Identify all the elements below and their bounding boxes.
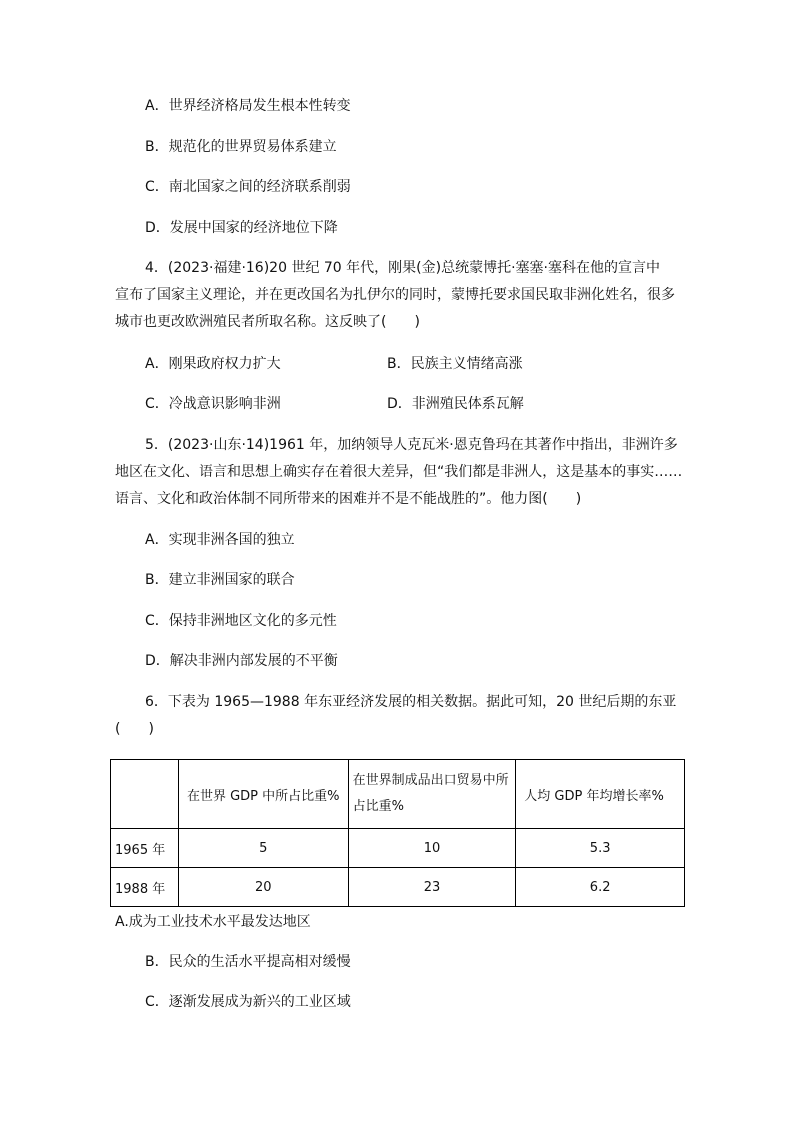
table-cell-gdp-share: 5 <box>178 829 348 868</box>
table-header-row <box>111 760 685 829</box>
q5-stem-line-3: 语言、文化和政治体制不同所带来的困难并不是不能战胜的”。他力图( ) <box>115 491 582 507</box>
q5-option-a: A．实现非洲各国的独立 <box>145 532 295 548</box>
q5-stem-line-1: 5．(2023·山东·14)1961 年，加纳领导人克瓦米·恩克鲁玛在其著作中指出，非洲许多 <box>145 437 678 453</box>
q5-option-b: B．建立非洲国家的联合 <box>145 572 295 588</box>
q4-option-c: C．冷战意识影响非洲 <box>145 396 281 412</box>
q4-option-a: A．刚果政府权力扩大 <box>145 356 281 372</box>
q4-option-b: B．民族主义情绪高涨 <box>387 356 523 372</box>
table-header-gdp-share: 在世界 GDP 中所占比重% <box>178 760 348 829</box>
table-row <box>111 829 685 868</box>
table-cell-year: 1965 年 <box>111 829 179 868</box>
q4-stem-line-3: 城市也更改欧洲殖民者所取名称。这反映了( ) <box>115 314 420 330</box>
q5-option-c: C．保持非洲地区文化的多元性 <box>145 613 337 629</box>
q6-option-b: B．民众的生活水平提高相对缓慢 <box>145 954 351 970</box>
table-cell-gdp-share: 20 <box>178 868 348 907</box>
table-cell-export-share: 23 <box>348 868 516 907</box>
q4-option-d: D．非洲殖民体系瓦解 <box>387 396 524 412</box>
table-header-empty <box>111 760 179 829</box>
table-cell-year: 1988 年 <box>111 868 179 907</box>
q6-option-a: A.成为工业技术水平最发达地区 <box>115 914 311 930</box>
q4-stem-line-1: 4．(2023·福建·16)20 世纪 70 年代，刚果(金)总统蒙博托·塞塞·塞科在他的宣言中 <box>145 260 660 276</box>
q3-option-d: D．发展中国家的经济地位下降 <box>145 220 338 236</box>
table-cell-export-share: 10 <box>348 829 516 868</box>
table-cell-gdp-growth: 6.2 <box>516 868 685 907</box>
q6-stem-line-2: ( ) <box>115 721 154 737</box>
q6-option-c: C．逐渐发展成为新兴的工业区域 <box>145 994 351 1010</box>
table-row <box>111 868 685 907</box>
q3-option-a: A．世界经济格局发生根本性转变 <box>145 98 351 114</box>
q6-stem-line-1: 6．下表为 1965—1988 年东亚经济发展的相关数据。据此可知，20 世纪后期的东亚 <box>145 694 677 710</box>
q5-option-d: D．解决非洲内部发展的不平衡 <box>145 653 338 669</box>
q3-option-c: C．南北国家之间的经济联系削弱 <box>145 179 351 195</box>
table-header-gdp-growth: 人均 GDP 年均增长率% <box>516 760 685 829</box>
q5-stem-line-2: 地区在文化、语言和思想上确实存在着很大差异，但“我们都是非洲人，这是基本的事实…… <box>115 464 683 480</box>
q6-data-table <box>110 759 685 907</box>
table-cell-gdp-growth: 5.3 <box>516 829 685 868</box>
q3-option-b: B．规范化的世界贸易体系建立 <box>145 139 337 155</box>
table-header-export-share: 在世界制成品出口贸易中所占比重% <box>348 760 516 829</box>
q4-stem-line-2: 宣布了国家主义理论，并在更改国名为扎伊尔的同时，蒙博托要求国民取非洲化姓名，很多 <box>115 287 675 303</box>
